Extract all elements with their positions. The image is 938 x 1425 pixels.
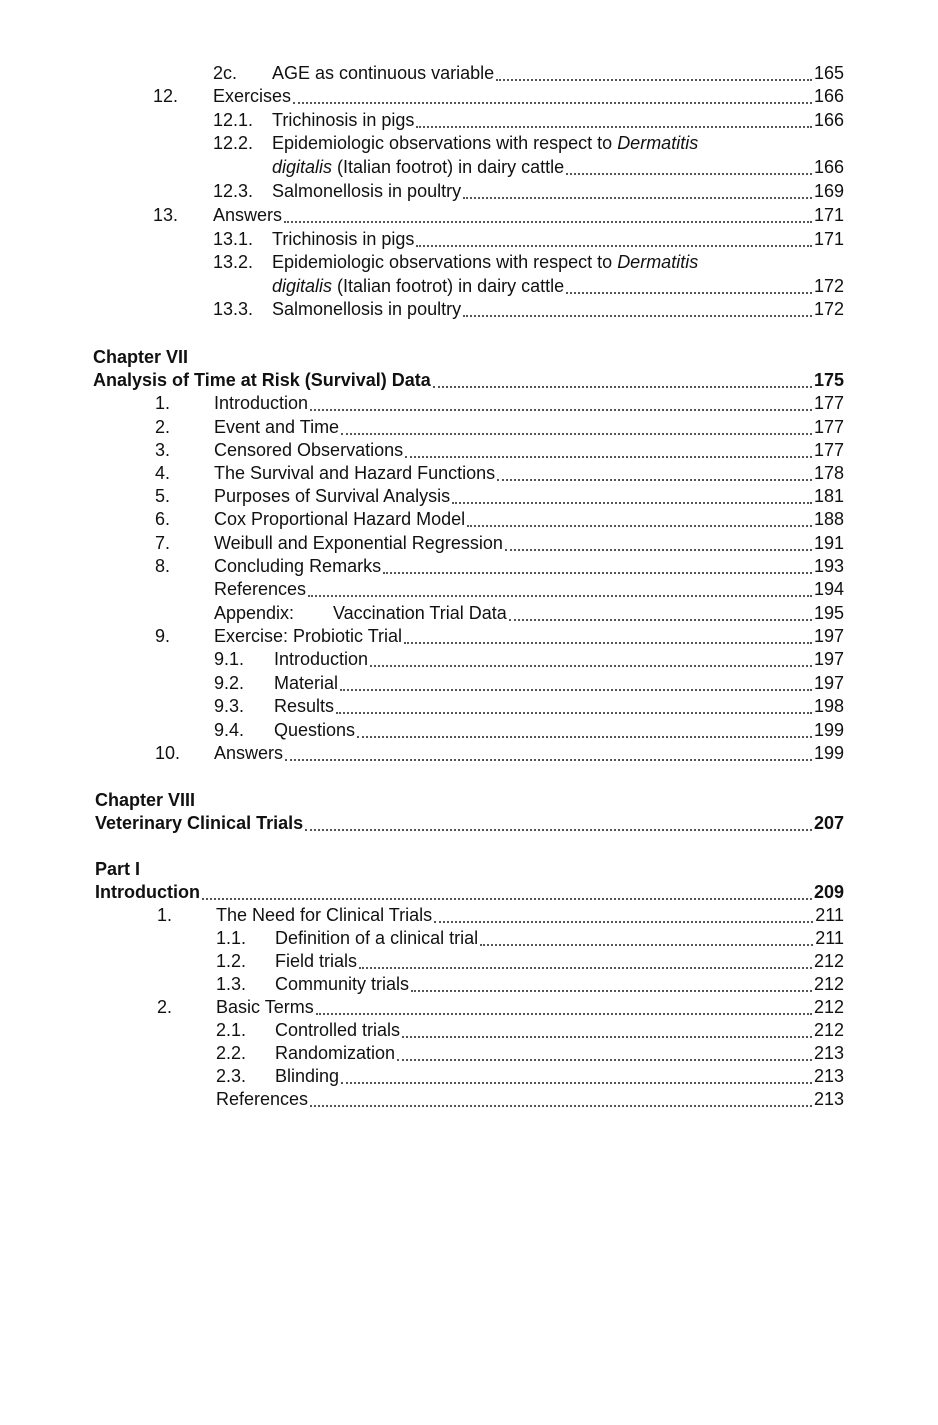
dot-leader — [336, 712, 812, 714]
toc-page-number: 212 — [813, 974, 844, 994]
toc-entry-concluding-remarks[interactable] — [214, 555, 844, 578]
chapter-label: Chapter VIII — [95, 790, 196, 810]
toc-entry-dermatitis[interactable] — [272, 156, 844, 179]
dot-leader — [316, 1013, 812, 1015]
toc-entry-age-continuous[interactable] — [272, 62, 844, 85]
dot-leader — [308, 595, 812, 597]
dot-leader — [293, 102, 812, 104]
toc-title: Event and Time — [214, 417, 340, 437]
toc-entry-answers[interactable] — [214, 742, 844, 765]
toc-page-number: 199 — [813, 720, 844, 740]
dot-leader — [405, 456, 812, 458]
dot-leader — [202, 898, 812, 900]
toc-title: Purposes of Survival Analysis — [214, 486, 451, 506]
toc-page-number: 166 — [813, 86, 844, 106]
toc-title: Questions — [274, 720, 356, 740]
toc-entry-purposes-survival-analysis[interactable] — [214, 485, 844, 508]
toc-number: 13. — [153, 205, 179, 225]
toc-page-number: 177 — [813, 417, 844, 437]
toc-title: Salmonellosis in poultry — [272, 299, 462, 319]
dot-leader — [383, 572, 812, 574]
toc-entry-need-for-trials[interactable] — [216, 904, 844, 927]
toc-page-number: 177 — [813, 440, 844, 460]
toc-page-number: 177 — [813, 393, 844, 413]
toc-entry-results[interactable] — [274, 695, 844, 718]
toc-entry-randomization[interactable] — [275, 1042, 844, 1065]
toc-title-italic: Dermatitis — [617, 252, 699, 272]
toc-title-italic: Dermatitis — [617, 133, 699, 153]
toc-entry-introduction[interactable] — [214, 392, 844, 415]
toc-number: 4. — [155, 463, 171, 483]
toc-title: Concluding Remarks — [214, 556, 382, 576]
toc-page-number: 194 — [813, 579, 844, 599]
toc-entry-weibull-regression[interactable] — [214, 532, 844, 555]
dot-leader — [434, 921, 813, 923]
toc-number: 2. — [155, 417, 171, 437]
toc-title: Introduction — [274, 649, 369, 669]
dot-leader — [310, 1105, 812, 1107]
toc-title: Basic Terms — [216, 997, 314, 1017]
toc-title: Answers — [214, 743, 284, 763]
toc-title-rest: (Italian footrot) in dairy cattle — [332, 276, 565, 296]
toc-title: Epidemiologic observations with respect to — [272, 133, 618, 153]
dot-leader — [411, 990, 812, 992]
toc-title-rest: (Italian footrot) in dairy cattle — [332, 157, 565, 177]
toc-number: 12.2. — [213, 133, 254, 153]
toc-entry-chapter-8[interactable] — [95, 812, 844, 835]
toc-page-number: 166 — [813, 110, 844, 130]
toc-page-number: 212 — [813, 951, 844, 971]
dot-leader — [341, 1082, 812, 1084]
toc-entry-event-and-time[interactable] — [214, 416, 844, 439]
toc-entry-probiotic-trial[interactable] — [214, 625, 844, 648]
toc-title: Vaccination Trial Data — [333, 603, 507, 623]
toc-page-number: 213 — [813, 1089, 844, 1109]
toc-title: Salmonellosis in poultry — [272, 181, 462, 201]
toc-number: 1.3. — [216, 974, 247, 994]
dot-leader — [341, 433, 812, 435]
toc-title: Blinding — [275, 1066, 340, 1086]
toc-entry-part-1[interactable] — [95, 881, 844, 904]
toc-title: AGE as continuous variable — [272, 63, 495, 83]
toc-page-number: 188 — [813, 509, 844, 529]
dot-leader — [404, 642, 812, 644]
toc-title: Definition of a clinical trial — [275, 928, 479, 948]
toc-title: The Survival and Hazard Functions — [214, 463, 496, 483]
dot-leader — [452, 502, 812, 504]
toc-number: 12.1. — [213, 110, 254, 130]
toc-page-number: 172 — [813, 276, 844, 296]
toc-entry-community-trials[interactable] — [275, 973, 844, 996]
toc-page-number: 209 — [813, 882, 844, 902]
dot-leader — [566, 173, 812, 175]
toc-title: Results — [274, 696, 335, 716]
dot-leader — [305, 829, 812, 831]
toc-entry-dermatitis[interactable] — [272, 275, 844, 298]
toc-title — [272, 156, 564, 179]
toc-entry-censored-observations[interactable] — [214, 439, 844, 462]
toc-page-number: 193 — [813, 556, 844, 576]
toc-page-number: 213 — [813, 1043, 844, 1063]
dot-leader — [496, 79, 812, 81]
dot-leader — [416, 126, 812, 128]
dot-leader — [357, 736, 812, 738]
toc-entry-chapter-7[interactable] — [93, 369, 844, 392]
toc-page-number: 207 — [813, 813, 844, 833]
toc-title: Answers — [213, 205, 283, 225]
toc-title: References — [216, 1089, 309, 1109]
toc-entry-exercises[interactable] — [213, 85, 844, 108]
toc-entry-salmonellosis[interactable] — [272, 298, 844, 321]
toc-number: 3. — [155, 440, 171, 460]
toc-title: Exercise: Probiotic Trial — [214, 626, 403, 646]
dot-leader — [467, 525, 812, 527]
toc-page-number: 165 — [813, 63, 844, 83]
dot-leader — [566, 292, 812, 294]
toc-title-italic: digitalis — [272, 276, 333, 296]
toc-page-number: 197 — [813, 626, 844, 646]
toc-title: Epidemiologic observations with respect to — [272, 252, 618, 272]
dot-leader — [497, 479, 812, 481]
toc-number: 9. — [155, 626, 171, 646]
toc-title: References — [214, 579, 307, 599]
toc-entry-basic-terms[interactable] — [216, 996, 844, 1019]
toc-page-number: 175 — [813, 370, 844, 390]
toc-page-number: 195 — [813, 603, 844, 623]
toc-number: 1.1. — [216, 928, 247, 948]
toc-title: Randomization — [275, 1043, 396, 1063]
dot-leader — [397, 1059, 812, 1061]
toc-page-number: 191 — [813, 533, 844, 553]
toc-entry-salmonellosis[interactable] — [272, 180, 844, 203]
dot-leader — [340, 689, 812, 691]
toc-number: 7. — [155, 533, 171, 553]
toc-title-line — [272, 251, 698, 274]
toc-number: 2c. — [213, 63, 238, 83]
toc-page-number: 171 — [813, 229, 844, 249]
dot-leader — [433, 386, 812, 388]
toc-entry-answers[interactable] — [213, 204, 844, 227]
toc-number: 13.1. — [213, 229, 254, 249]
toc-title: Introduction — [214, 393, 309, 413]
dot-leader — [310, 409, 812, 411]
toc-page-number: 169 — [813, 181, 844, 201]
toc-number: 9.4. — [214, 720, 245, 740]
toc-number: 13.2. — [213, 252, 254, 272]
toc-title: Censored Observations — [214, 440, 404, 460]
toc-entry-definition[interactable] — [275, 927, 844, 950]
toc-number: 9.2. — [214, 673, 245, 693]
toc-page-number: 178 — [813, 463, 844, 483]
toc-number: 1. — [155, 393, 171, 413]
toc-page-number: 181 — [813, 486, 844, 506]
dot-leader — [402, 1036, 812, 1038]
toc-number: 2.3. — [216, 1066, 247, 1086]
toc-entry-cox-model[interactable] — [214, 508, 844, 531]
toc-page-number: 211 — [815, 928, 844, 948]
toc-title: Cox Proportional Hazard Model — [214, 509, 466, 529]
toc-page-number: 199 — [813, 743, 844, 763]
toc-page-number: 197 — [813, 673, 844, 693]
toc-number: 8. — [155, 556, 171, 576]
toc-page-number: 212 — [813, 1020, 844, 1040]
toc-title: Trichinosis in pigs — [272, 229, 415, 249]
toc-title: Community trials — [275, 974, 410, 994]
toc-title: Trichinosis in pigs — [272, 110, 415, 130]
toc-entry-introduction[interactable] — [274, 648, 844, 671]
toc-page-number: 211 — [815, 905, 844, 925]
toc-number: 1.2. — [216, 951, 247, 971]
toc-number: 2. — [157, 997, 173, 1017]
part-title: Introduction — [95, 882, 200, 902]
toc-entry-trichinosis[interactable] — [272, 228, 844, 251]
dot-leader — [359, 967, 812, 969]
toc-page-number: 212 — [813, 997, 844, 1017]
toc-entry-questions[interactable] — [274, 719, 844, 742]
toc-title-line — [272, 132, 698, 155]
chapter-label: Chapter VII — [93, 347, 189, 367]
dot-leader — [480, 944, 813, 946]
dot-leader — [463, 197, 812, 199]
toc-title-italic: digitalis — [272, 157, 333, 177]
toc-page-number: 166 — [813, 157, 844, 177]
toc-number: 10. — [155, 743, 181, 763]
toc-number: 6. — [155, 509, 171, 529]
dot-leader — [509, 619, 812, 621]
dot-leader — [284, 221, 812, 223]
dot-leader — [505, 549, 812, 551]
toc-number: 2.1. — [216, 1020, 247, 1040]
appendix-label: Appendix: — [214, 603, 295, 623]
part-label: Part I — [95, 859, 141, 879]
toc-entry-material[interactable] — [274, 672, 844, 695]
toc-number: 12.3. — [213, 181, 254, 201]
toc-number: 2.2. — [216, 1043, 247, 1063]
toc-number: 12. — [153, 86, 179, 106]
chapter-title: Veterinary Clinical Trials — [95, 813, 304, 833]
chapter-title: Analysis of Time at Risk (Survival) Data — [93, 370, 431, 390]
toc-entry-controlled-trials[interactable] — [275, 1019, 844, 1042]
dot-leader — [370, 665, 812, 667]
toc-page-number: 197 — [813, 649, 844, 669]
toc-entry-references[interactable] — [216, 1088, 844, 1111]
dot-leader — [416, 245, 812, 247]
toc-entry-trichinosis[interactable] — [272, 109, 844, 132]
toc-number: 13.3. — [213, 299, 254, 319]
toc-entry-appendix[interactable] — [333, 602, 844, 625]
toc-entry-references[interactable] — [214, 578, 844, 601]
toc-title: Field trials — [275, 951, 358, 971]
toc-page-number: 213 — [813, 1066, 844, 1086]
toc-title — [272, 275, 564, 298]
toc-number: 9.3. — [214, 696, 245, 716]
dot-leader — [285, 759, 812, 761]
toc-number: 1. — [157, 905, 173, 925]
toc-entry-blinding[interactable] — [275, 1065, 844, 1088]
toc-number: 9.1. — [214, 649, 245, 669]
toc-title: Exercises — [213, 86, 292, 106]
toc-title: The Need for Clinical Trials — [216, 905, 433, 925]
toc-title: Controlled trials — [275, 1020, 401, 1040]
toc-title: Material — [274, 673, 339, 693]
toc-entry-field-trials[interactable] — [275, 950, 844, 973]
toc-page-number: 172 — [813, 299, 844, 319]
toc-entry-survival-hazard-functions[interactable] — [214, 462, 844, 485]
toc-number: 5. — [155, 486, 171, 506]
toc-title: Weibull and Exponential Regression — [214, 533, 503, 553]
toc-page-number: 171 — [813, 205, 844, 225]
toc-page-number: 198 — [813, 696, 844, 716]
dot-leader — [463, 315, 812, 317]
